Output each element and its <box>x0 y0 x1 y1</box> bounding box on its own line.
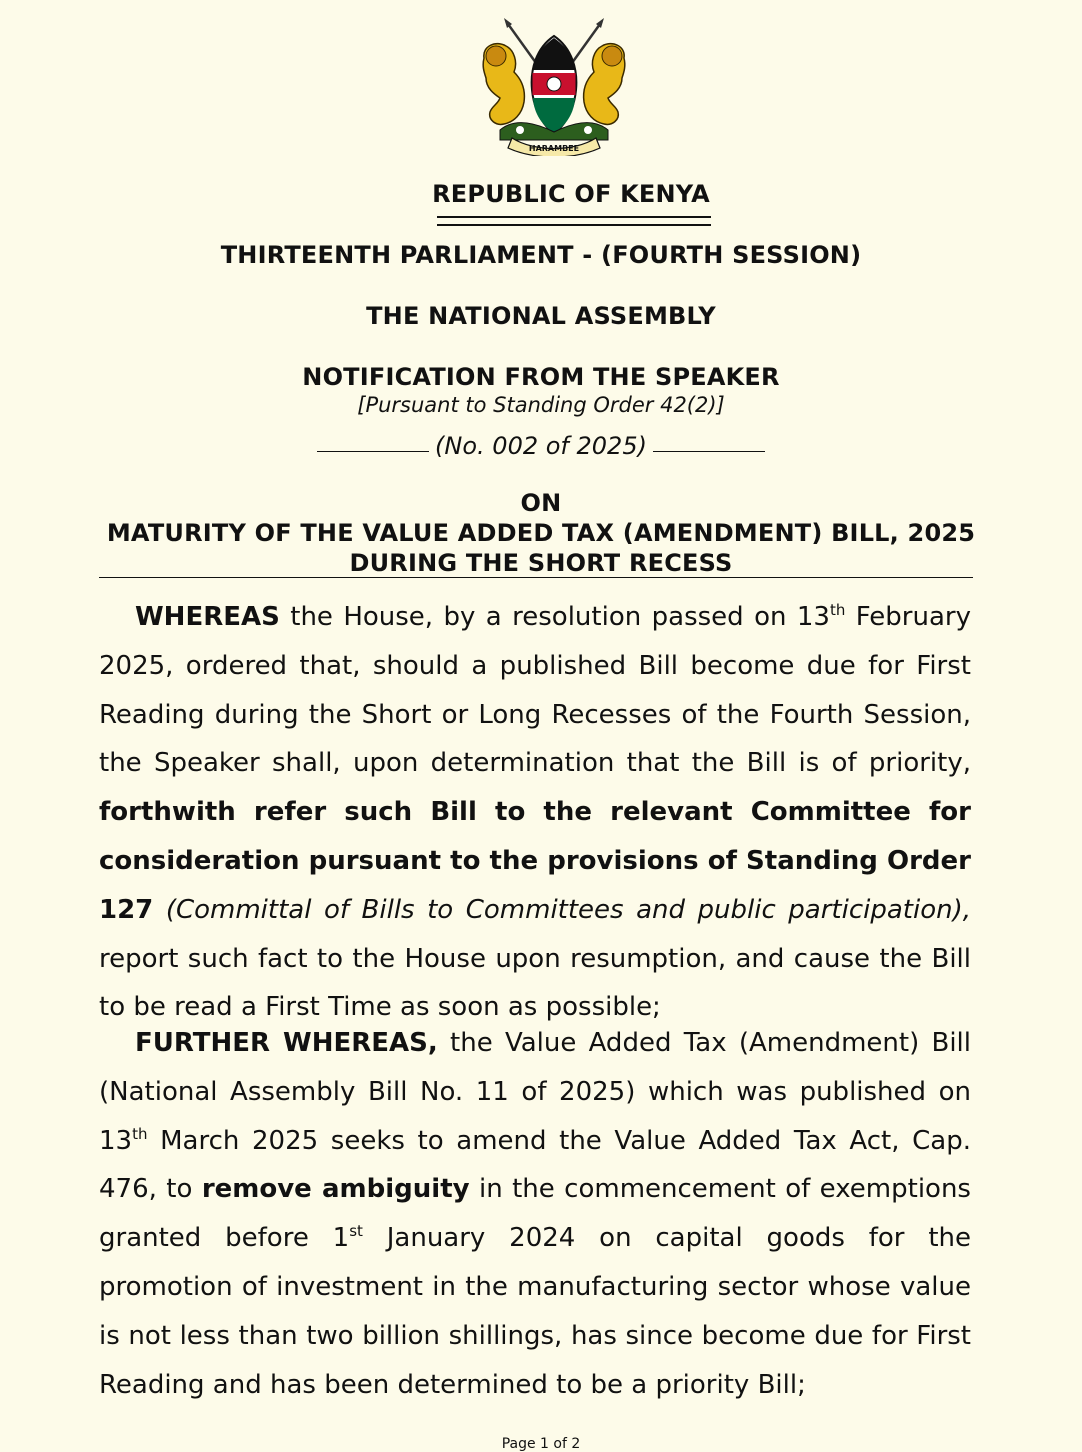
title-line-1: MATURITY OF THE VALUE ADDED TAX (AMENDMENT) BILL, 2025 <box>106 519 976 547</box>
assembly-heading: THE NATIONAL ASSEMBLY <box>366 302 716 330</box>
notification-heading: NOTIFICATION FROM THE SPEAKER <box>302 363 780 391</box>
whereas-lead: WHEREAS <box>135 602 280 632</box>
republic-heading: REPUBLIC OF KENYA <box>432 180 710 208</box>
blank-rule-right <box>653 451 765 452</box>
crest-motto: HARAMBEE <box>528 144 580 153</box>
para1-bold-1: forthwith refer such Bill to the relevant Committee for consideration pursuant to the provisions of Standing Order 127 <box>99 797 971 925</box>
para2-bold-1: remove ambiguity <box>201 1174 470 1205</box>
notice-number-line <box>0 432 1082 460</box>
para1-text-3 <box>153 895 166 925</box>
para2-sup-2: st <box>349 1222 363 1241</box>
para1-text-4: report such fact to the House upon resumption, and cause the Bill to be read a First Time as soon as possible; <box>99 943 971 1023</box>
further-whereas-paragraph <box>99 1019 971 1409</box>
para1-sup-1: th <box>829 601 846 619</box>
page-number: Page 1 of 2 <box>501 1436 581 1452</box>
notice-number: (No. 002 of 2025) <box>435 432 647 460</box>
double-underline <box>437 216 711 226</box>
title-underline <box>99 577 973 578</box>
para1-text-1: the House, by a resolution passed on 13 <box>279 602 830 632</box>
para1-text-2: February 2025, ordered that, should a published Bill become due for First Reading during the Short or Long Recesses of the Fourth Session, the Speaker shall, upon determination that the Bill is of priority, <box>99 602 971 779</box>
parliament-heading: THIRTEENTH PARLIAMENT - (FOURTH SESSION) <box>220 241 862 269</box>
para2-text-1: the Value Added Tax (Amendment) Bill (National Assembly Bill No. 11 of 2025) which was published on 13 <box>99 1028 971 1156</box>
blank-rule-left <box>317 451 429 452</box>
coat-of-arms <box>474 18 634 156</box>
para2-text-3: in the commencement of exemptions granted before 1 <box>99 1174 971 1254</box>
para2-text-2: March 2025 seeks to amend the Value Added Tax Act, Cap. 476, to <box>99 1125 971 1205</box>
further-whereas-lead: FURTHER WHEREAS, <box>135 1028 438 1058</box>
para1-italic-1: (Committal of Bills to Committees and public participation), <box>165 894 972 925</box>
title-line-2: DURING THE SHORT RECESS <box>349 549 733 577</box>
para2-sup-1: th <box>132 1124 148 1143</box>
para2-text-4: January 2024 on capital goods for the promotion of investment in the manufacturing sector whose value is not less than two billion shillings, has since become due for First Reading and has been determined to be a priority Bill; <box>99 1223 971 1400</box>
whereas-paragraph <box>99 593 971 1032</box>
on-heading: ON <box>520 489 562 517</box>
pursuant-note: [Pursuant to Standing Order 42(2)] <box>357 393 725 417</box>
